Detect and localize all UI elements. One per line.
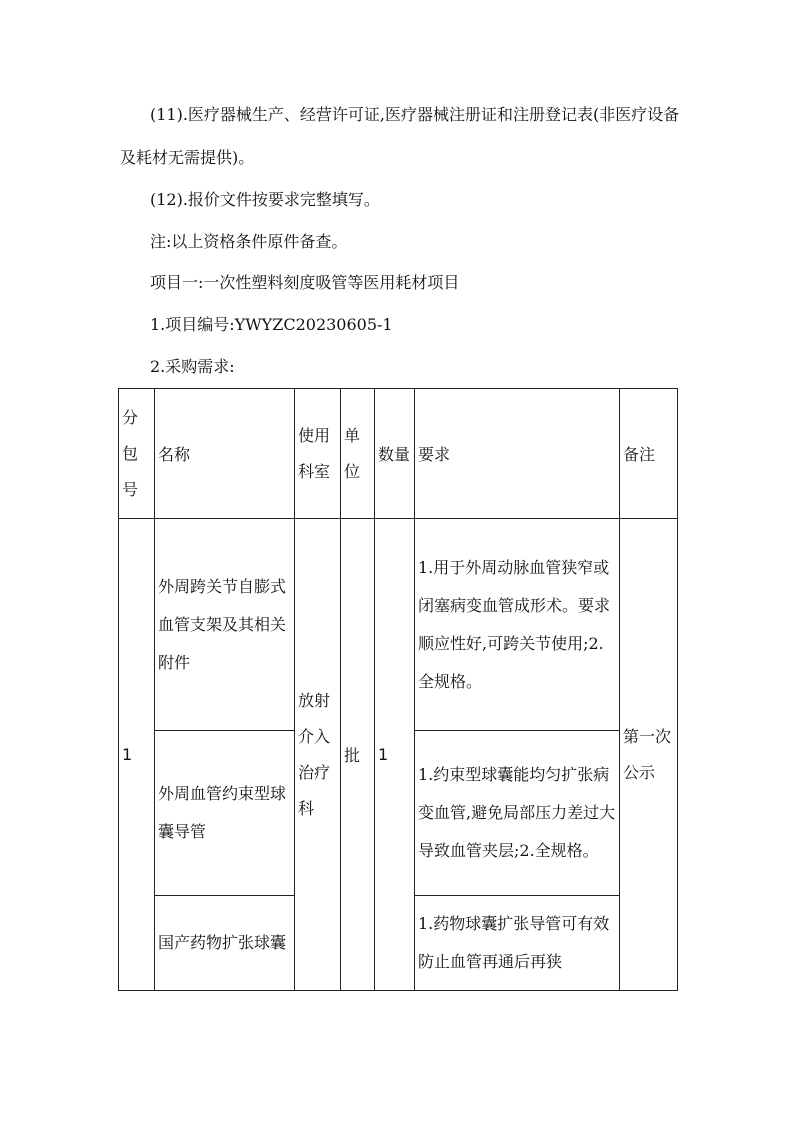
unit-cell: 批 — [341, 519, 375, 991]
quantity-cell: 1 — [375, 519, 415, 991]
header-unit: 单位 — [341, 389, 375, 519]
note-paragraph: 注:以上资格条件原件备查。 — [150, 232, 348, 251]
table-header-row — [119, 389, 678, 519]
item-requirement: 1.用于外周动脉血管狭窄或闭塞病变血管成形术。要求顺应性好,可跨关节使用;2.全规格。 — [415, 519, 620, 731]
project-title: 项目一:一次性塑料刻度吸管等医用耗材项目 — [150, 273, 460, 292]
table-row — [119, 519, 678, 731]
item-name: 外周跨关节自膨式血管支架及其相关附件 — [155, 519, 295, 731]
header-remark: 备注 — [620, 389, 678, 519]
requirements-title: 2.采购需求: — [150, 357, 235, 376]
item-requirement: 1.药物球囊扩张导管可有效防止血管再通后再狭 — [415, 896, 620, 991]
remark-cell: 第一次公示 — [620, 519, 678, 991]
package-no-cell: 1 — [119, 519, 155, 991]
header-name: 名称 — [155, 389, 295, 519]
item-name: 外周血管约束型球囊导管 — [155, 731, 295, 896]
item-name: 国产药物扩张球囊 — [155, 896, 295, 991]
paragraph-11: (11).医疗器械生产、经营许可证,医疗器械注册证和注册登记表(非医疗设备及耗材无需提供)。 — [120, 105, 680, 167]
procurement-table — [118, 388, 678, 991]
item-requirement: 1.约束型球囊能均匀扩张病变血管,避免局部压力差过大导致血管夹层;2.全规格。 — [415, 731, 620, 896]
header-requirement: 要求 — [415, 389, 620, 519]
header-quantity: 数量 — [375, 389, 415, 519]
paragraph-12: (12).报价文件按要求完整填写。 — [150, 190, 380, 209]
header-department: 使用科室 — [295, 389, 341, 519]
project-number: 1.项目编号:YWYZC20230605-1 — [150, 315, 393, 334]
header-package-no: 分包号 — [119, 389, 155, 519]
department-cell: 放射介入治疗科 — [295, 519, 341, 991]
